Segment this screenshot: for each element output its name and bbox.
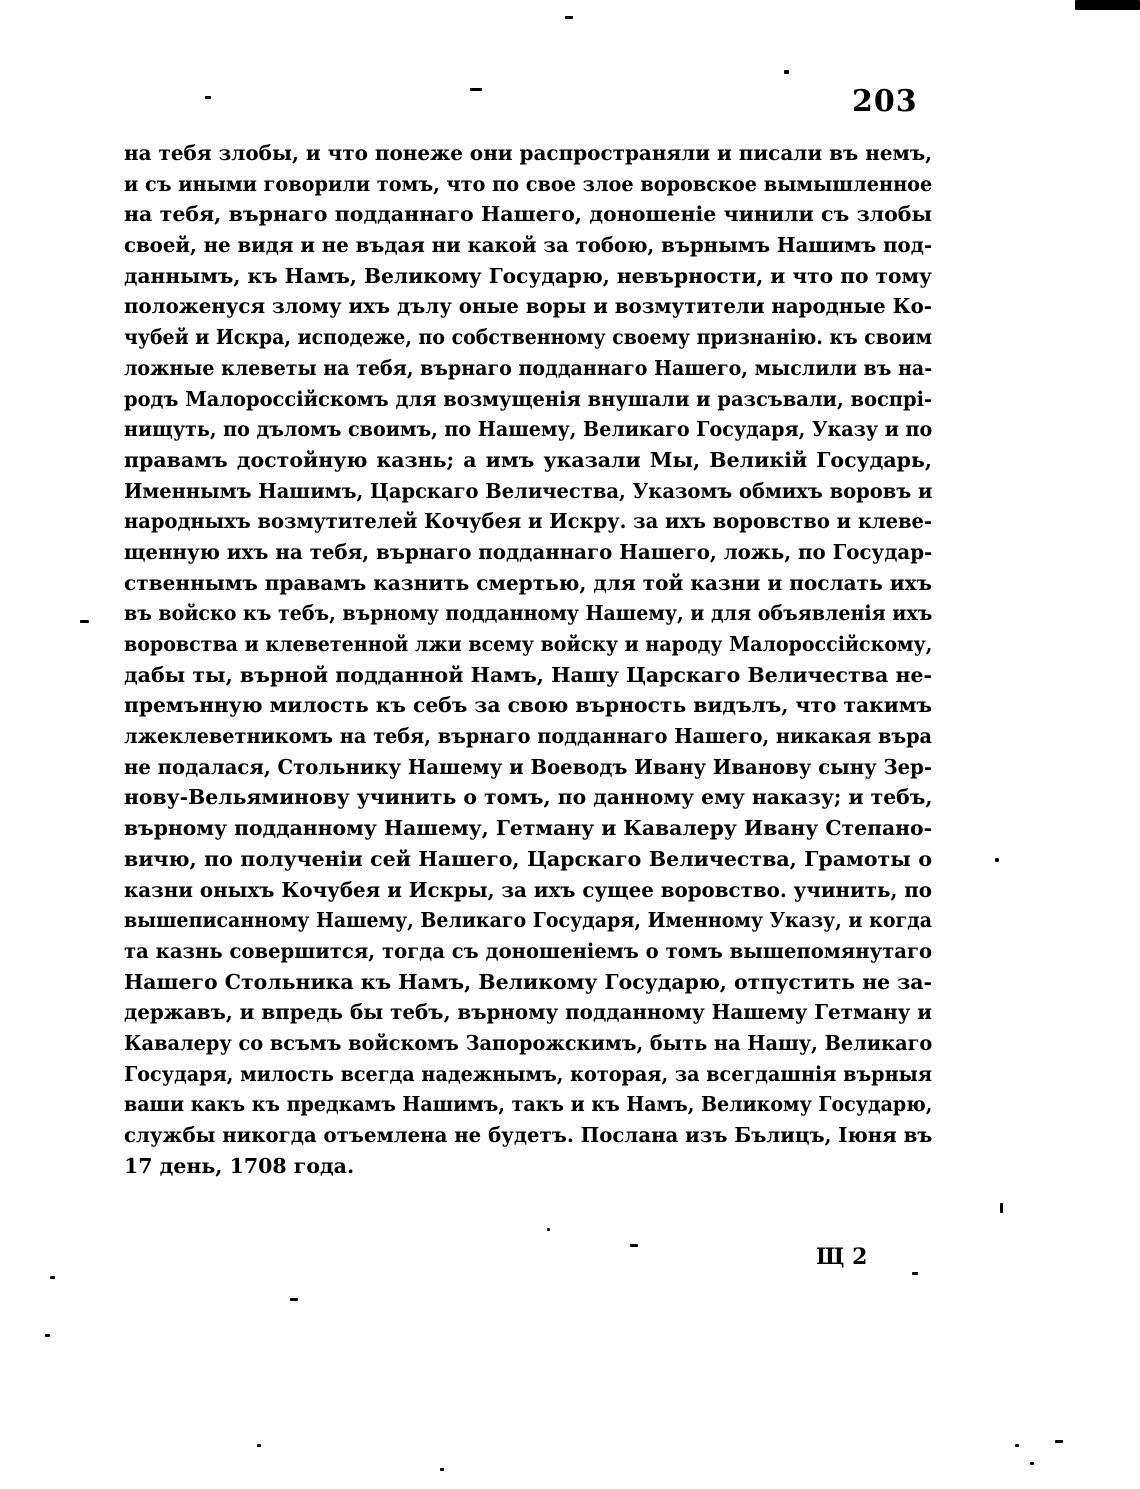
text-line: премънную милость къ себъ за свою върность видълъ, что такимъ: [124, 693, 932, 718]
text-line: въ войско къ тебъ, върному подданному Нашему, и для объявленія ихъ: [124, 601, 933, 626]
page-number: 203: [852, 84, 918, 119]
scan-speck: [205, 96, 211, 99]
text-line: върному подданному Нашему, Гетману и Кавалеру Ивану Степано-: [124, 816, 932, 841]
scan-speck: [1055, 1440, 1063, 1443]
text-line: казни оныхъ Кочубея и Искры, за ихъ сущее воровство. учинить, по: [124, 877, 932, 902]
scan-speck: [440, 1468, 444, 1471]
text-line: народныхъ возмутителей Кочубея и Искру. за ихъ воровство и клеве-: [124, 509, 932, 534]
scan-speck: [547, 1228, 550, 1231]
scan-speck: [1015, 1444, 1019, 1447]
text-line: и съ иными говорили томъ, что по свое злое воровское вымышленное: [124, 171, 933, 196]
scan-speck: [1075, 0, 1140, 10]
text-line: на тебя, върнаго подданнаго Нашего, доношеніе чинили съ злобы: [124, 202, 932, 227]
scan-speck: [470, 88, 482, 91]
text-line: своей, не видя и не въдая ни какой за тобою, върнымъ Нашимъ под-: [124, 233, 932, 258]
text-line: не подалася, Стольнику Нашему и Воеводъ Ивану Иванову сыну Зер-: [124, 754, 932, 779]
scan-speck: [80, 620, 89, 623]
scan-speck: [257, 1444, 261, 1447]
scan-speck: [50, 1276, 55, 1279]
scan-speck: [630, 1244, 638, 1247]
scan-speck: [290, 1298, 298, 1301]
text-line: правамъ достойную казнь; а имъ указали Мы, Великій Государь,: [124, 447, 932, 472]
body-text: [124, 138, 932, 1181]
text-line: дабы ты, върной подданной Намъ, Нашу Царскаго Величества не-: [124, 662, 932, 687]
scan-speck: [45, 1334, 50, 1337]
text-line: ваши какъ къ предкамъ Нашимъ, такъ и къ Намъ, Великому Государю,: [124, 1092, 933, 1117]
scan-speck: [1000, 1203, 1003, 1213]
text-line: Нашего Стольника къ Намъ, Великому Государю, отпустить не за-: [124, 969, 933, 994]
scan-speck: [995, 858, 999, 862]
text-line: Именнымъ Нашимъ, Царскаго Величества, Указомъ обмихъ воровъ и: [124, 478, 933, 503]
text-line: ственнымъ правамъ казнить смертью, для той казни и послать ихъ: [124, 570, 933, 595]
text-line: державъ, и впредь бы тебъ, върному подданному Нашему Гетману и: [124, 1000, 933, 1025]
scan-speck: [912, 1272, 918, 1275]
text-line: та казнь совершится, тогда съ доношеніемъ о томъ вышепомянутаго: [124, 938, 932, 963]
text-line: родъ Малороссійскомъ для возмущенія внушали и разсъвали, воспрі-: [124, 386, 933, 411]
scan-speck: [565, 16, 573, 19]
text-line: вышеписанному Нашему, Великаго Государя, Именному Указу, и когда: [124, 908, 932, 933]
text-line: 17 день, 1708 года.: [124, 1153, 355, 1178]
text-line: лжеклеветникомъ на тебя, върнаго подданнаго Нашего, никакая въра: [124, 724, 932, 749]
text-line: нищуть, по дъломъ своимъ, по Нашему, Великаго Государя, Указу и по: [124, 417, 933, 442]
text-line: Государя, милость всегда надежнымъ, которая, за всегдашнія върныя: [124, 1061, 932, 1086]
text-line: на тебя злобы, и что понеже они распространяли и писали въ немъ,: [124, 141, 933, 165]
text-line: положенуся злому ихъ дълу оные воры и возмутители народные Ко-: [124, 294, 932, 319]
text-line: службы никогда отъемлена не будетъ. Послана изъ Бълицъ, Іюня въ: [124, 1123, 933, 1147]
signature-mark: Щ 2: [816, 1244, 868, 1270]
text-line: щенную ихъ на тебя, върнаго подданнаго Нашего, ложь, по Государ-: [124, 539, 933, 564]
text-line: Кавалеру со всъмъ войскомъ Запорожскимъ, быть на Нашу, Великаго: [124, 1030, 933, 1055]
scan-speck: [1030, 1462, 1034, 1465]
scan-speck: [784, 70, 789, 74]
text-line: нову-Вельяминову учинить о томъ, по данному ему наказу; и тебъ,: [124, 785, 933, 810]
text-line: вичю, по полученіи сей Нашего, Царскаго Величества, Грамоты о: [124, 846, 932, 871]
text-line: даннымъ, къ Намъ, Великому Государю, невърности, и что по тому: [124, 263, 932, 288]
text-line: чубей и Искра, исподеже, по собственному своему признанію. къ своим: [124, 325, 932, 350]
text-line: воровства и клеветенной лжи всему войску и народу Малороссійскому,: [124, 632, 933, 656]
text-line: ложные клеветы на тебя, върнаго подданнаго Нашего, мыслили въ на-: [124, 355, 933, 380]
